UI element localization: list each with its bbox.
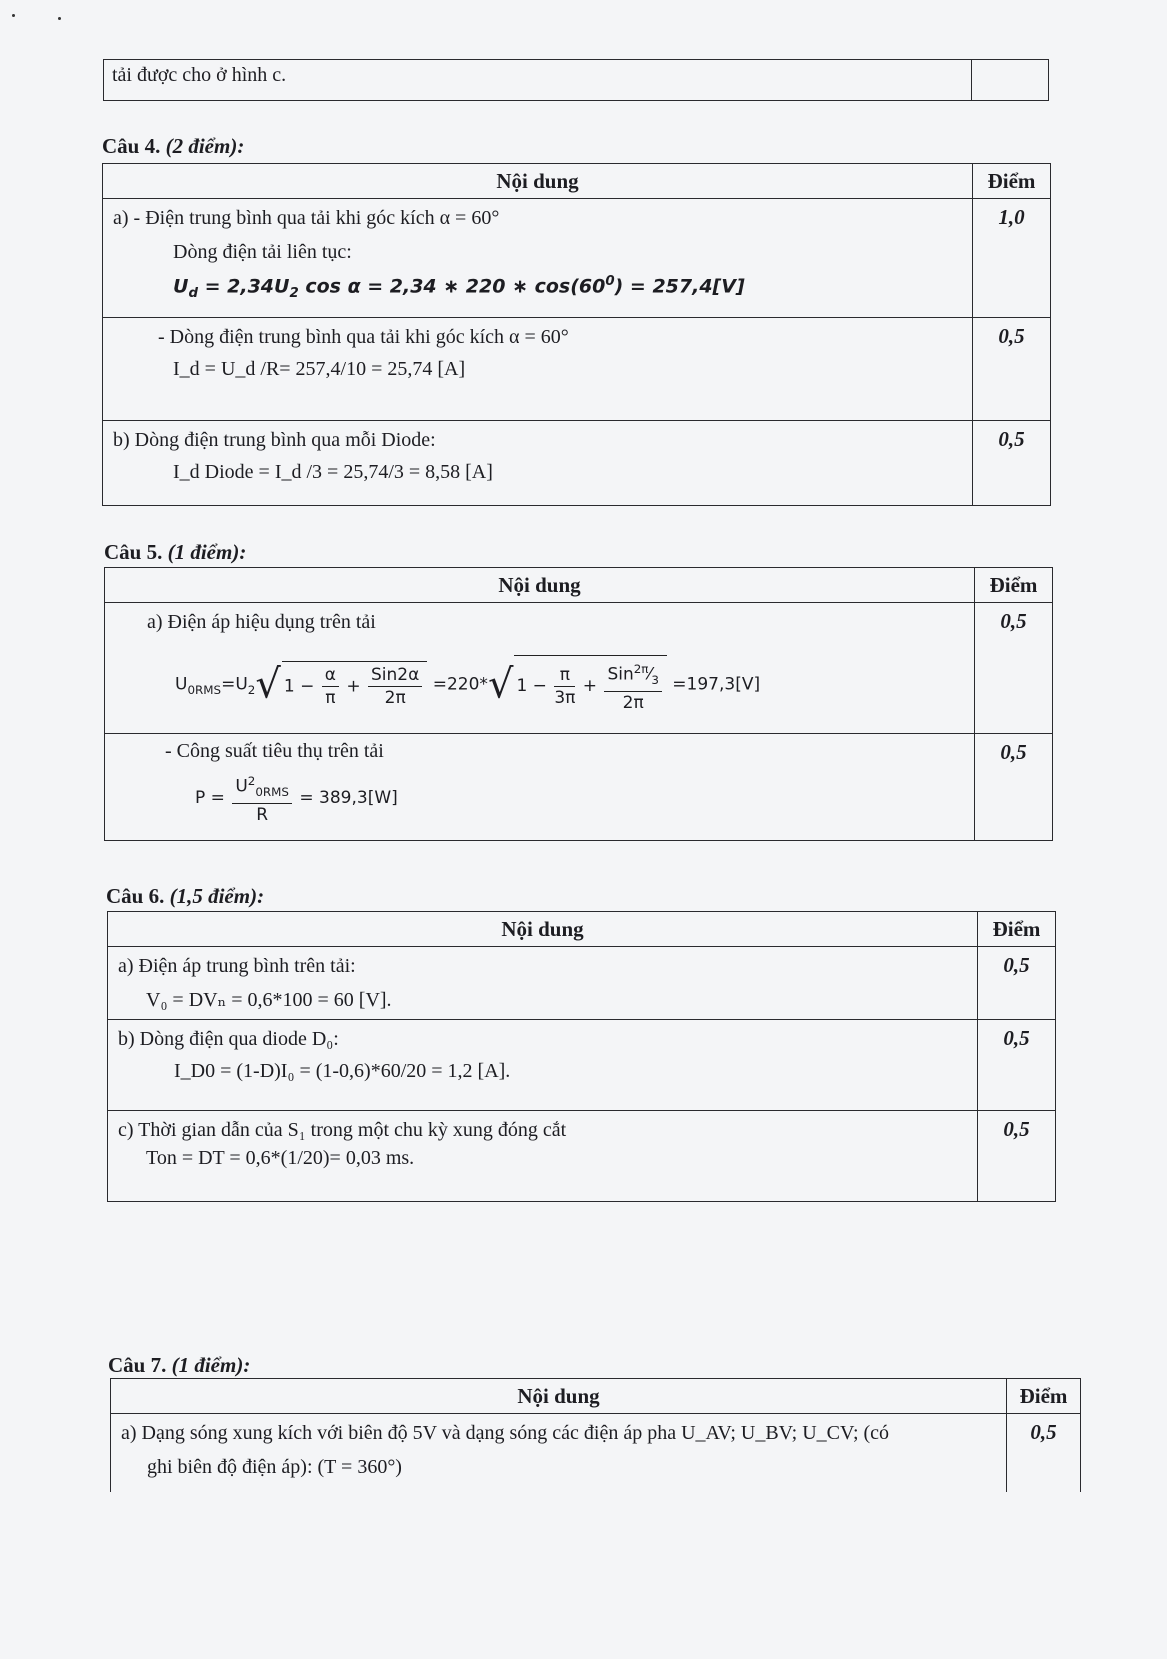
q5-row-a-score: 0,5 xyxy=(975,603,1053,734)
q7-row-a: a) Dạng sóng xung kích với biên độ 5V và dạng sóng các điện áp pha U_AV; U_BV; U_CV; (có ghi biên độ điện áp): (T = 360°) xyxy=(111,1414,1007,1493)
formula-power: P = $\frac{U^2_{0RMS}}{R}$ = 389,3[W] xyxy=(195,770,398,826)
q4-row-b: b) Dòng điện trung bình qua mỗi Diode: I_d Diode = I_d /3 = 25,74/3 = 8,58 [A] xyxy=(103,421,973,506)
q5-row-b-score: 0,5 xyxy=(975,734,1053,841)
content-header: Nội dung xyxy=(111,1379,1007,1414)
q5-row-a: a) Điện áp hiệu dụng trên tải $U_{0RMS}=U_2√$ 1 − $\frac{\alpha}{\pi}$ + $\frac{\text{Sin2α}}{2\pi}$ =220*√ 1 − $\frac{\pi}{3\pi}$ + $\frac{Sin^{2\pi}⁄_3}{2\pi}$ =197,3[V] xyxy=(105,603,975,734)
score-header: Điểm xyxy=(978,912,1056,947)
q6-row-c-score: 0,5 xyxy=(978,1111,1056,1202)
question-4-title: Câu 4. (2 điểm): xyxy=(102,134,245,158)
score-header: Điểm xyxy=(1007,1379,1081,1414)
q6-row-b: b) Dòng điện qua diode D₀: I_D0 = (1-D)I₀ = (1-0,6)*60/20 = 1,2 [A]. xyxy=(108,1020,978,1111)
question-6-title: Câu 6. (1,5 điểm): xyxy=(106,884,265,908)
q6-row-c: c) Thời gian dẫn của S₁ trong một chu kỳ xung đóng cắt Ton = DT = 0,6*(1/20)= 0,03 ms. xyxy=(108,1111,978,1202)
formula-ud: $U_d = 2,34U_2$ cos α = 2,34 ∗ 220 ∗ $\cos(60^0) = 257,4[V]$ xyxy=(173,274,745,302)
previous-row-text: tải được cho ở hình c. xyxy=(104,60,972,101)
q4-row-b-score: 0,5 xyxy=(973,421,1051,506)
q4-row-a: a) - Điện trung bình qua tải khi góc kích α = 60° Dòng điện tải liên tục: $U_d = 2,34U_2$ cos α = 2,34 ∗ 220 ∗ $\cos(60^0) = 257,4[V]$ xyxy=(103,199,973,318)
question-7-title: Câu 7. (1 điểm): xyxy=(108,1353,251,1377)
q4-row-a-score: 1,0 xyxy=(973,199,1051,318)
question-4-table xyxy=(102,163,1051,506)
question-5-title: Câu 5. (1 điểm): xyxy=(104,540,247,564)
scan-speck xyxy=(58,17,61,20)
q4-row-a2-score: 0,5 xyxy=(973,318,1051,421)
score-header: Điểm xyxy=(973,164,1051,199)
question-7-table xyxy=(110,1378,1081,1492)
content-header: Nội dung xyxy=(108,912,978,947)
q6-row-a: a) Điện áp trung bình trên tải: V₀ = DVₙ = 0,6*100 = 60 [V]. xyxy=(108,947,978,1020)
q5-row-b: - Công suất tiêu thụ trên tải P = $\frac{U^2_{0RMS}}{R}$ = 389,3[W] xyxy=(105,734,975,841)
q6-row-b-score: 0,5 xyxy=(978,1020,1056,1111)
content-header: Nội dung xyxy=(105,568,975,603)
content-header: Nội dung xyxy=(103,164,973,199)
scan-speck xyxy=(12,14,15,17)
formula-urms: $U_{0RMS}=U_2√$ 1 − $\frac{\alpha}{\pi}$ + $\frac{\text{Sin2α}}{2\pi}$ =220*√ 1 − $\frac{\pi}{3\pi}$ + $\frac{Sin^{2\pi}⁄_3}{2\pi}$ =197,3[V] xyxy=(175,655,760,714)
q7-row-a-score: 0,5 xyxy=(1007,1414,1081,1493)
question-5-table xyxy=(104,567,1053,841)
score-header: Điểm xyxy=(975,568,1053,603)
question-6-table xyxy=(107,911,1056,1202)
q4-row-a2: - Dòng điện trung bình qua tải khi góc kích α = 60° I_d = U_d /R= 257,4/10 = 25,74 [A] xyxy=(103,318,973,421)
q6-row-a-score: 0,5 xyxy=(978,947,1056,1020)
previous-question-table xyxy=(103,59,1049,101)
